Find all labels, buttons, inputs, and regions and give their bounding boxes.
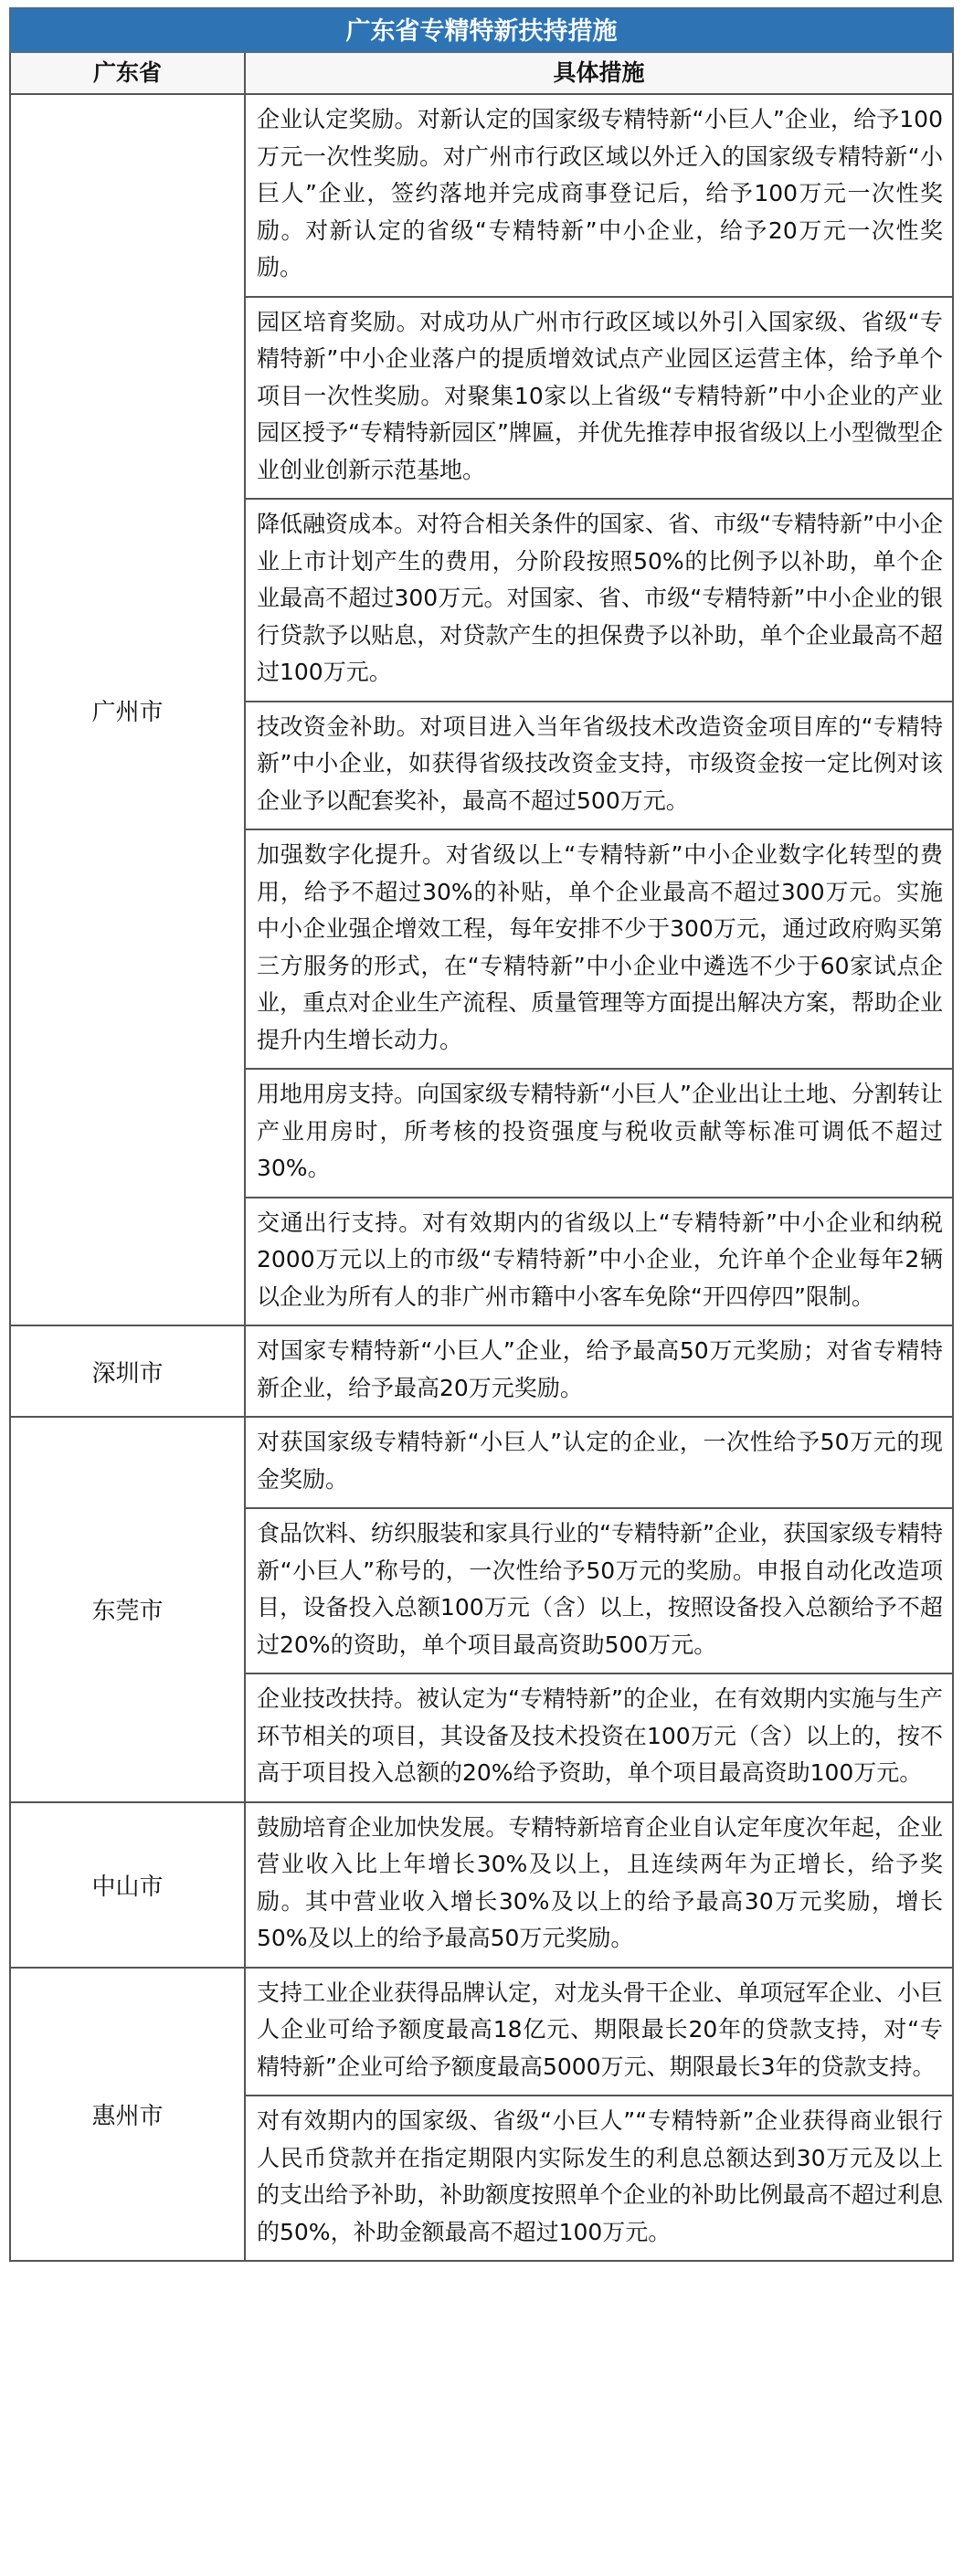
measure-item: 食品饮料、纺织服装和家具行业的“专精特新”企业，获国家级专精特新“小巨人”称号的，一次性给予50万元的奖励。申报自动化改造项目，设备投入总额100万元（含）以上，按照设备投入总额给予不超过20%的资助，单个项目最高资助500万元。 bbox=[246, 1509, 952, 1674]
measure-item: 技改资金补助。对项目进入当年省级技术改造资金项目库的“专精特新”中小企业，如获得省级技改资金支持，市级资金按一定比例对该企业予以配套奖补，最高不超过500万元。 bbox=[246, 702, 952, 831]
city-row-dongguan bbox=[9, 1418, 954, 1803]
measure-list bbox=[246, 1969, 952, 2261]
measure-list bbox=[246, 1326, 952, 1416]
measure-item: 鼓励培育企业加快发展。专精特新培育企业自认定年度次年起，企业营业收入比上年增长30%及以上，且连续两年为正增长，给予奖励。其中营业收入增长30%及以上的给予最高30万元奖励，增长50%及以上的给予最高50万元奖励。 bbox=[257, 1813, 943, 1951]
city-row-zhongshan bbox=[9, 1803, 954, 1969]
measure-item: 园区培育奖励。对成功从广州市行政区域以外引入国家级、省级“专精特新”中小企业落户的提质增效试点产业园区运营主体，给予单个项目一次性奖励。对聚集10家以上省级“专精特新”中小企业的产业园区授予“专精特新园区”牌匾，并优先推荐申报省级以上小型微型企业创业创新示范基地。 bbox=[246, 298, 952, 501]
city-row-shenzhen bbox=[9, 1326, 954, 1418]
city-name: 东莞市 bbox=[11, 1418, 246, 1801]
table-title: 广东省专精特新扶持措施 bbox=[9, 7, 954, 53]
city-row-huizhou bbox=[9, 1969, 954, 2263]
city-name: 深圳市 bbox=[11, 1326, 246, 1416]
measure-item: 对有效期内的国家级、省级“小巨人”“专精特新”企业获得商业银行人民币贷款并在指定期限内实际发生的利息总额达到30万元及以上的支出给予补助，补助额度按照单个企业的补助比例最高不超过利息的50%，补助金额最高不超过100万元。 bbox=[257, 2107, 943, 2245]
policy-table bbox=[9, 7, 954, 2262]
measure-item: 企业技改扶持。被认定为“专精特新”的企业，在有效期内实施与生产环节相关的项目，其设备及技术投资在100万元（含）以上的，按不高于项目投入总额的20%给予资助，单个项目最高资助100万元。 bbox=[257, 1685, 943, 1786]
measure-list bbox=[246, 95, 952, 1325]
header-province: 广东省 bbox=[11, 53, 246, 93]
city-name: 惠州市 bbox=[11, 1969, 246, 2261]
measure-item: 加强数字化提升。对省级以上“专精特新”中小企业数字化转型的费用，给予不超过30%的补贴，单个企业最高不超过300万元。实施中小企业强企增效工程，每年安排不少于300万元，通过政府购买第三方服务的形式，在“专精特新”中小企业中遴选不少于60家试点企业，重点对企业生产流程、质量管理等方面提出解决方案，帮助企业提升内生增长动力。 bbox=[246, 830, 952, 1070]
measure-item: 用地用房支持。向国家级专精特新“小巨人”企业出让土地、分割转让产业用房时，所考核的投资强度与税收贡献等标准可调低不超过30%。 bbox=[246, 1070, 952, 1198]
measure-item: 对国家专精特新“小巨人”企业，给予最高50万元奖励；对省专精特新企业，给予最高20万元奖励。 bbox=[257, 1337, 943, 1401]
measure-list bbox=[246, 1803, 952, 1967]
measure-item: 企业认定奖励。对新认定的国家级专精特新“小巨人”企业，给予100万元一次性奖励。对广州市行政区域以外迁入的国家级专精特新“小巨人”企业，签约落地并完成商事登记后，给予100万元一次性奖励。对新认定的省级“专精特新”中小企业，给予20万元一次性奖励。 bbox=[246, 95, 952, 298]
city-name: 中山市 bbox=[11, 1803, 246, 1967]
city-row-guangzhou bbox=[9, 95, 954, 1326]
measure-item: 交通出行支持。对有效期内的省级以上“专精特新”中小企业和纳税2000万元以上的市级“专精特新”中小企业，允许单个企业每年2辆以企业为所有人的非广州市籍中小客车免除“开四停四”限制。 bbox=[257, 1209, 943, 1310]
measure-item: 降低融资成本。对符合相关条件的国家、省、市级“专精特新”中小企业上市计划产生的费用，分阶段按照50%的比例予以补助，单个企业最高不超过300万元。对国家、省、市级“专精特新”中小企业的银行贷款予以贴息，对贷款产生的担保费予以补助，单个企业最高不超过100万元。 bbox=[246, 500, 952, 702]
header-measures: 具体措施 bbox=[553, 59, 645, 86]
measure-list bbox=[246, 1418, 952, 1801]
measure-item: 对获国家级专精特新“小巨人”认定的企业，一次性给予50万元的现金奖励。 bbox=[246, 1418, 952, 1509]
measure-item: 支持工业企业获得品牌认定，对龙头骨干企业、单项冠军企业、小巨人企业可给予额度最高18亿元、期限最长20年的贷款支持，对“专精特新”企业可给予额度最高5000万元、期限最长3年的贷款支持。 bbox=[246, 1969, 952, 2097]
city-name: 广州市 bbox=[11, 95, 246, 1325]
table-header bbox=[9, 53, 954, 95]
